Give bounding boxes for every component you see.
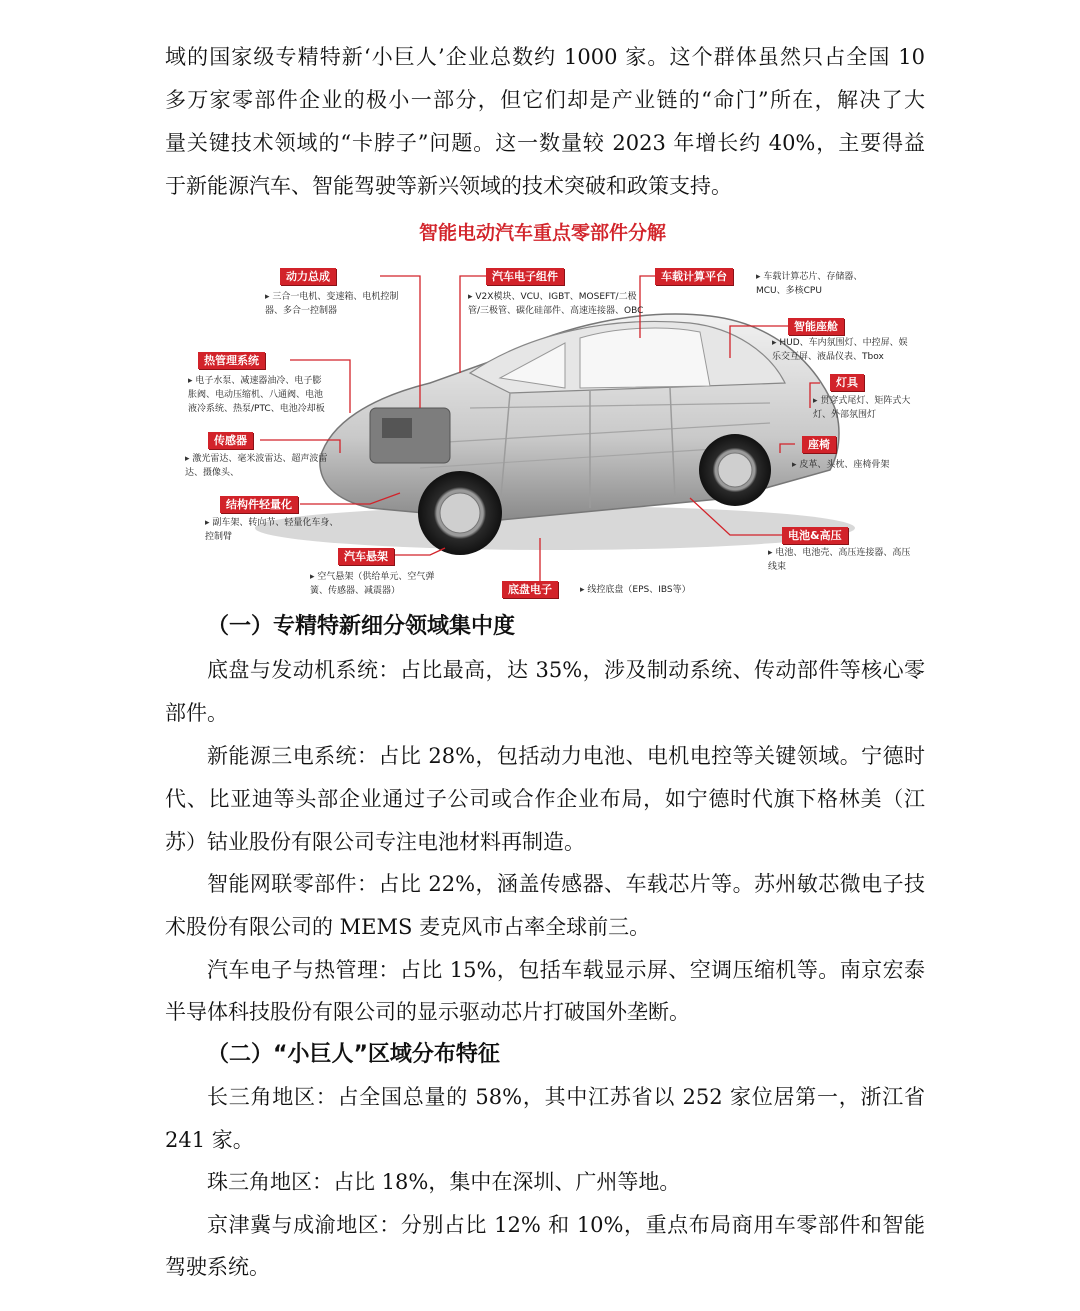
paragraph-line: 珠三角地区：占比 18%，集中在深圳、广州等地。	[207, 1170, 681, 1194]
paragraph-line: 京津冀与成渝地区：分别占比 12% 和 10%，重点布局商用车零部件和智能	[207, 1213, 925, 1237]
paragraph-line: 智能网联零部件：占比 22%，涵盖传感器、车载芯片等。苏州敏芯微电子技	[207, 872, 925, 896]
paragraph-line: 苏）钴业股份有限公司专注电池材料再制造。	[165, 830, 585, 854]
section-heading: （二）“小巨人”区域分布特征	[207, 1042, 500, 1067]
paragraph-line: 于新能源汽车、智能驾驶等新兴领域的技术突破和政策支持。	[165, 174, 732, 198]
desc-auto-electronics: ▸ V2X模块、VCU、IGBT、MOSEFT/二极管/三极管、碳化硅部件、高速连接器、OBC	[468, 290, 646, 318]
desc-suspension: ▸ 空气悬架（供给单元、空气弹簧、传感器、减震器）	[310, 570, 450, 598]
tag-powertrain: 动力总成	[280, 268, 336, 285]
paragraph-line: 驾驶系统。	[165, 1255, 270, 1279]
desc-chassis-electronics: ▸ 线控底盘（EPS、IBS等）	[580, 583, 740, 597]
desc-sensors: ▸ 激光雷达、毫米波雷达、超声波雷达、摄像头、	[185, 452, 333, 480]
desc-powertrain: ▸ 三合一电机、变速箱、电机控制器、多合一控制器	[265, 290, 405, 318]
paragraph-line: 量关键技术领域的“卡脖子”问题。这一数量较 2023 年增长约 40%，主要得益	[165, 131, 925, 155]
paragraph-line: 多万家零部件企业的极小一部分，但它们却是产业链的“命门”所在，解决了大	[165, 88, 925, 112]
car-components-figure	[170, 208, 915, 600]
tag-chassis-electronics: 底盘电子	[502, 581, 558, 598]
paragraph-line: 代、比亚迪等头部企业通过子公司或合作企业布局，如宁德时代旗下格林美（江	[165, 787, 925, 811]
paragraph-line: 部件。	[165, 701, 228, 725]
desc-seats: ▸ 皮革、头枕、座椅骨架	[792, 458, 902, 472]
tag-thermal-management: 热管理系统	[198, 352, 265, 369]
paragraph-line: 新能源三电系统：占比 28%，包括动力电池、电机电控等关键领域。宁德时	[207, 744, 925, 768]
paragraph-line: 半导体科技股份有限公司的显示驱动芯片打破国外垄断。	[165, 1000, 690, 1024]
desc-lighting: ▸ 贯穿式尾灯、矩阵式大灯、外部氛围灯	[813, 394, 915, 422]
tag-compute-platform: 车载计算平台	[655, 268, 733, 285]
paragraph-line: 长三角地区：占全国总量的 58%，其中江苏省以 252 家位居第一，浙江省	[207, 1085, 925, 1109]
paragraph-line: 域的国家级专精特新‘小巨人’企业总数约 1000 家。这个群体虽然只占全国 10	[165, 45, 925, 69]
desc-battery-hv: ▸ 电池、电池壳、高压连接器、高压线束	[768, 546, 913, 574]
tag-seats: 座椅	[802, 436, 836, 453]
tag-suspension: 汽车悬架	[338, 548, 394, 565]
tag-sensors: 传感器	[208, 432, 253, 449]
paragraph-line: 241 家。	[165, 1128, 254, 1152]
desc-compute-platform: ▸ 车载计算芯片、存储器、MCU、多核CPU	[756, 270, 866, 298]
tag-auto-electronics: 汽车电子组件	[486, 268, 564, 285]
paragraph-line: 底盘与发动机系统：占比最高，达 35%，涉及制动系统、传动部件等核心零	[207, 658, 925, 682]
tag-lighting: 灯具	[830, 374, 864, 391]
section-heading: （一）专精特新细分领域集中度	[207, 614, 516, 639]
desc-lightweight-structure: ▸ 副车架、转向节、轻量化车身、控制臂	[205, 516, 340, 544]
figure-title: 智能电动汽车重点零部件分解	[418, 222, 666, 244]
tag-smart-cockpit: 智能座舱	[788, 318, 844, 335]
tag-lightweight-structure: 结构件轻量化	[220, 496, 298, 513]
desc-thermal-management: ▸ 电子水泵、减速器油冷、电子膨胀阀、电动压缩机、八通阀、电池液冷系统、热泵/PTC、电池冷却板	[188, 374, 328, 416]
paragraph-line: 术股份有限公司的 MEMS 麦克风市占率全球前三。	[165, 915, 651, 939]
desc-smart-cockpit: ▸ HUD、车内氛围灯、中控屏、娱乐交互屏、液晶仪表、Tbox	[772, 336, 912, 364]
tag-battery-hv: 电池&高压	[782, 527, 848, 544]
paragraph-line: 汽车电子与热管理：占比 15%，包括车载显示屏、空调压缩机等。南京宏泰	[207, 958, 925, 982]
